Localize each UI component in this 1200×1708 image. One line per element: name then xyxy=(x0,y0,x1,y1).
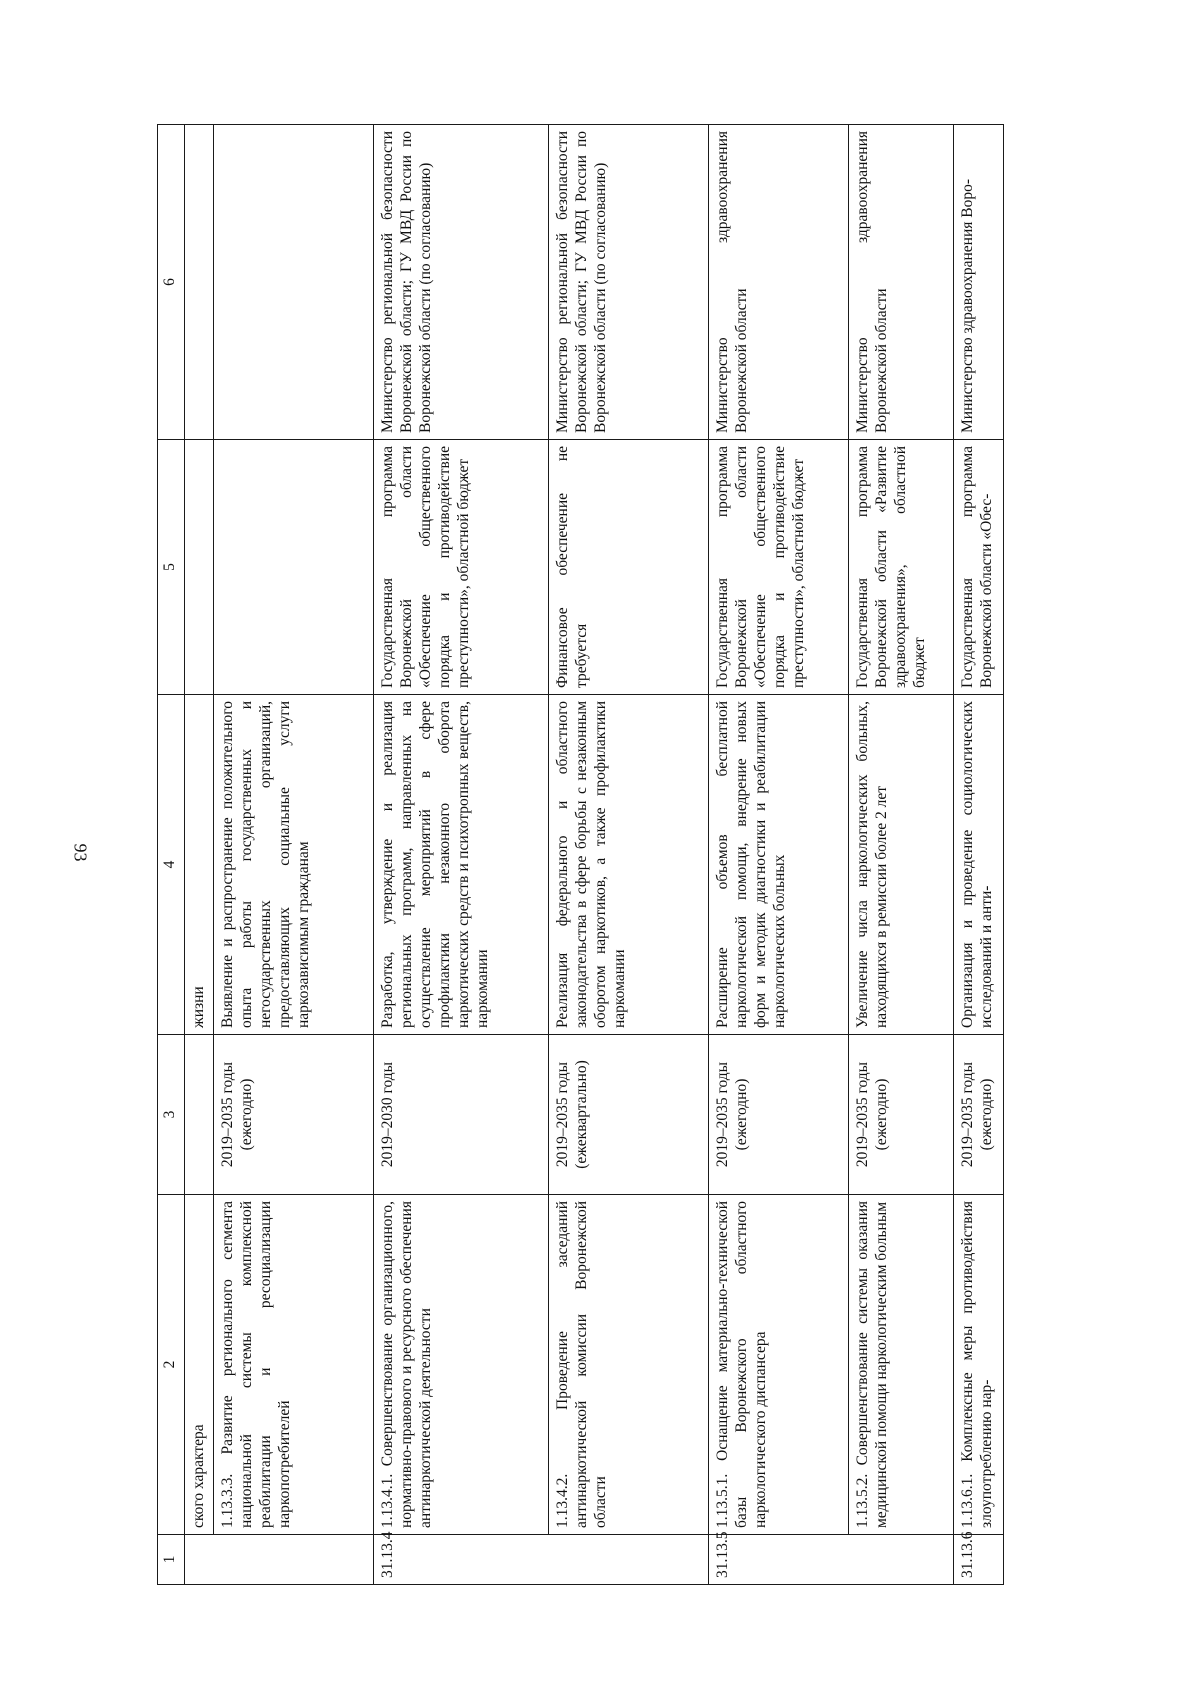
cell-result: Выявление и распространение положительного опыта работы государственных и негосударственных организаций, предоставляющих социальные услуги наркозависимым гражданам xyxy=(214,695,374,1035)
cell-num xyxy=(849,1535,954,1585)
cell-funding: Государственная программа Воронежской области «Обеспечение общественного порядка и противодействие преступности», областной бюджет xyxy=(709,440,849,695)
table-row xyxy=(214,125,374,1585)
table-row xyxy=(185,125,214,1585)
cell-funding xyxy=(185,440,214,695)
cell-event: 1.13.4.2. Проведение заседаний антинаркотической комиссии Воронежской области xyxy=(549,1195,709,1535)
cell-funding: Финансовое обеспечение не требуется xyxy=(549,440,709,695)
cell-result: Реализация федерального и областного законодательства в сфере борьбы с незаконным оборотом наркотиков, а также профилактики наркомании xyxy=(549,695,709,1035)
measures-table xyxy=(157,124,1004,1585)
page-number: 93 xyxy=(70,843,91,862)
cell-num xyxy=(214,1535,374,1585)
cell-executor: Министерство здравоохранения Воро- xyxy=(954,125,1004,440)
cell-num: 31.13.6 xyxy=(954,1535,1004,1585)
table-row xyxy=(849,125,954,1585)
cell-result: Разработка, утверждение и реализация региональных программ, направленных на осуществление мероприятий в сфере профилактики незаконного оборота наркотических средств и психотропных веществ, наркомании xyxy=(374,695,549,1035)
cell-period: 2019–2035 годы (ежегодно) xyxy=(954,1035,1004,1195)
cell-funding: Государственная программа Воронежской области «Обес- xyxy=(954,440,1004,695)
cell-executor xyxy=(214,125,374,440)
cell-result: Организация и проведение социологических исследований и анти- xyxy=(954,695,1004,1035)
cell-event: 1.13.5.2. Совершенствование системы оказания медицинской помощи наркологическим больным xyxy=(849,1195,954,1535)
cell-result: жизни xyxy=(185,695,214,1035)
header-row xyxy=(158,125,185,1585)
cell-num xyxy=(549,1535,709,1585)
cell-period: 2019–2030 годы xyxy=(374,1035,549,1195)
table-row xyxy=(709,125,849,1585)
cell-executor: Министерство здравоохранения Воронежской области xyxy=(709,125,849,440)
cell-funding: Государственная программа Воронежской области «Развитие здравоохранения», областной бюджет xyxy=(849,440,954,695)
cell-executor xyxy=(185,125,214,440)
table-row xyxy=(549,125,709,1585)
col-header-5: 5 xyxy=(158,440,185,695)
cell-num xyxy=(185,1535,214,1585)
cell-event: 1.13.5.1. Оснащение материально-технической базы Воронежского областного наркологического диспансера xyxy=(709,1195,849,1535)
cell-executor: Министерство здравоохранения Воронежской области xyxy=(849,125,954,440)
cell-period: 2019–2035 годы (ежегодно) xyxy=(849,1035,954,1195)
table-row xyxy=(954,125,1004,1585)
col-header-1: 1 xyxy=(158,1535,185,1585)
cell-result: Увеличение числа наркологических больных, находящихся в ремиссии более 2 лет xyxy=(849,695,954,1035)
col-header-2: 2 xyxy=(158,1195,185,1535)
cell-executor: Министерство региональной безопасности Воронежской области; ГУ МВД России по Воронежской области (по согласованию) xyxy=(374,125,549,440)
cell-funding xyxy=(214,440,374,695)
cell-period xyxy=(185,1035,214,1195)
cell-period: 2019–2035 годы (ежеквартально) xyxy=(549,1035,709,1195)
cell-period: 2019–2035 годы (ежегодно) xyxy=(709,1035,849,1195)
col-header-6: 6 xyxy=(158,125,185,440)
cell-event: 1.13.4.1. Совершенствование организационного, нормативно-правового и ресурсного обеспечения антинаркотической деятельности xyxy=(374,1195,549,1535)
cell-event: ского характера xyxy=(185,1195,214,1535)
cell-result: Расширение объемов бесплатной наркологической помощи, внедрение новых форм и методик диагностики и реабилитации наркологических больных xyxy=(709,695,849,1035)
cell-event: 1.13.3.3. Развитие регионального сегмента национальной системы комплексной реабилитации и ресоциализации наркопотребителей xyxy=(214,1195,374,1535)
col-header-4: 4 xyxy=(158,695,185,1035)
cell-num: 31.13.5 xyxy=(709,1535,849,1585)
cell-num: 31.13.4 xyxy=(374,1535,549,1585)
cell-period: 2019–2035 годы (ежегодно) xyxy=(214,1035,374,1195)
table-row xyxy=(374,125,549,1585)
cell-event: 1.13.6.1. Комплексные меры противодействия злоупотреблению нар- xyxy=(954,1195,1004,1535)
cell-funding: Государственная программа Воронежской области «Обеспечение общественного порядка и противодействие преступности», областной бюджет xyxy=(374,440,549,695)
col-header-3: 3 xyxy=(158,1035,185,1195)
cell-executor: Министерство региональной безопасности Воронежской области; ГУ МВД России по Воронежской области (по согласованию) xyxy=(549,125,709,440)
rotated-table-container xyxy=(157,125,1200,1585)
